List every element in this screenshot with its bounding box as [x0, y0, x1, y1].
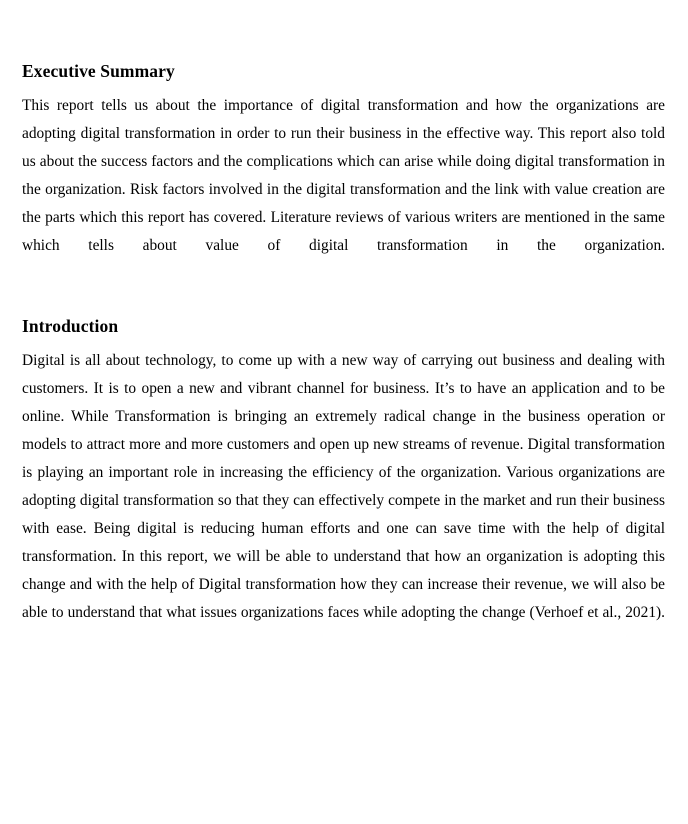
section-heading-executive-summary: Executive Summary	[22, 61, 175, 81]
section-body-executive-summary: This report tells us about the importance of digital transformation and how the organizations are adopting digital transformation in order to run their business in the effective way. This report also told us about the success factors and the complications which can arise while doing digital transformation in the organization. Risk factors involved in the digital transformation and the link with value creation are the parts which this report has covered. Literature reviews of various writers are mentioned in the same which tells about value of digital transformation in the organization.	[22, 97, 665, 254]
section-body-introduction: Digital is all about technology, to come up with a new way of carrying out business and dealing with customers. It is to open a new and vibrant channel for business. It’s to have an application and to be online. While Transformation is bringing an extremely radical change in the business operation or models to attract more and more customers and open up new streams of revenue. Digital transformation is playing an important role in increasing the efficiency of the organization. Various organizations are adopting digital transformation so that they can effectively compete in the market and run their business with ease. Being digital is reducing human efforts and one can save time with the help of digital transformation. In this report, we will be able to understand that how an organization is adopting this change and with the help of Digital transformation how they can increase their revenue, we will also be able to understand that what issues organizations faces while adopting the change (Verhoef et al., 2021).	[22, 352, 665, 621]
document-text-column	[22, 0, 665, 655]
section-heading-introduction: Introduction	[22, 316, 119, 336]
